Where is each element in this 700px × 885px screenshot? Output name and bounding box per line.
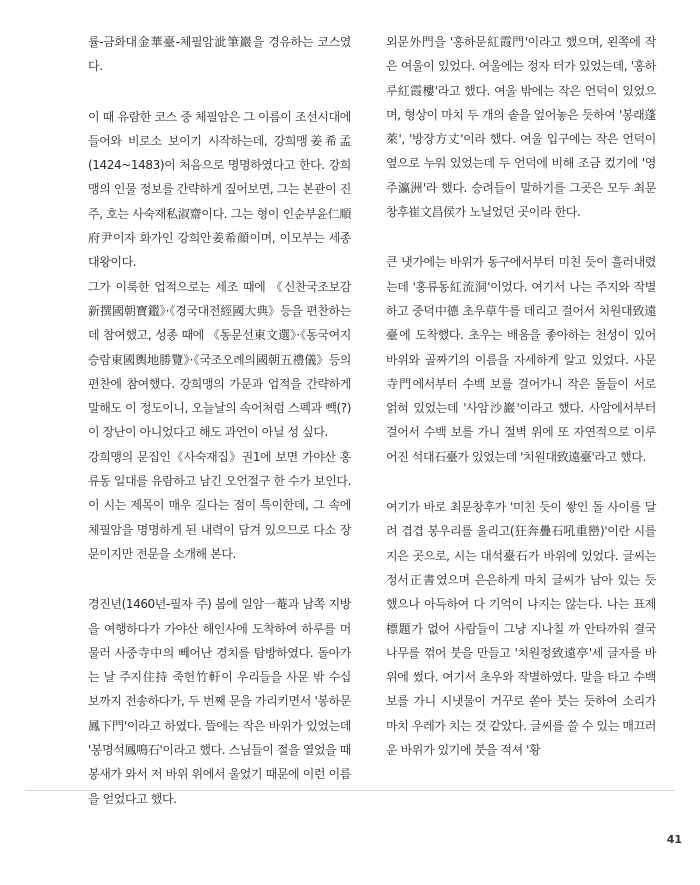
- right-column: [386, 30, 656, 762]
- paragraph: 그가 이룩한 업적으로는 세조 때에 《신찬국조보감新撰國朝寶鑑》·《경국대전經國大典》등을 편찬하는데 참여했고, 성종 때에 《동문선東文選》·《동국여지승람東國輿地勝覽》·《국조오례의國朝五禮儀》등의 편찬에 참여했다. 강희맹의 가문과 업적을 간략하게 말해도 이 정도이니, 오늘날의 속어처럼 스펙과 빽(?)이 장난이 아니었다고 해도 과언이 아닐 성 싶다.: [88, 279, 351, 440]
- paragraph: 경진년(1460년-필자 주) 봄에 일암一菴과 남쪽 지방을 여행하다가 가야산 해인사에 도착하여 하루를 머물러 사중寺中의 빼어난 경치를 탐방하였다. 돌아가는 날 주지住持 죽헌竹軒이 우리들을 사문 밖 수십 보까지 전송하다가, 두 번째 문을 가리키면서 '봉하문鳳下門'이라고 하였다. 뜰에는 작은 바위가 있었는데 '봉명석鳳鳴石'이라고 했다. 스님들이 절을 열었을 때 봉새가 와서 저 바위 위에서 울었기 때문에 이런 이름을 얻었다고 했다.: [88, 597, 351, 806]
- page-number: 41: [666, 833, 682, 846]
- left-column: [88, 30, 351, 811]
- paragraph: 여기가 바로 최문창후가 '미친 듯이 쌓인 돌 사이를 달려 겹겹 봉우리를 울리고(狂奔疊石吼重巒)'이란 시를 지은 곳으로, 시는 대석臺石가 바위에 있었다. 글씨는 정서正書였으며 은은하게 마치 글씨가 남아 있는 듯 했으나 아득하여 다 기억이 나지는 않는다. 나는 표제標題가 없어 사람들이 그냥 지나칠 까 안타까워 결국 나무를 꺾어 붓을 만들고 '치원정致遠亭'세 글자를 바위에 썼다. 여기서 초우와 작별하였다. 말을 타고 수백 보를 가니 시냇물이 거꾸로 쏟아 붓는 듯하여 소리가 마치 우레가 치는 것 같았다. 글씨를 쓸 수 있는 매끄러운 바위가 있기에 붓을 적셔 '황: [386, 500, 656, 758]
- paragraph: 강희맹의 문집인《사숙재집》권1에 보면 가야산 홍류동 일대를 유람하고 남긴 오언절구 한 수가 보인다. 이 시는 제목이 매우 길다는 점이 특이한데, 그 속에 체필암을 명명하게 된 내력이 담겨 있으므로 다소 장문이지만 전문을 소개해 본다.: [88, 449, 351, 561]
- page-divider: [25, 790, 675, 791]
- paragraph: 이 때 유람한 코스 중 체필암은 그 이름이 조선시대에 들어와 비로소 보이기 시작하는데, 강희맹姜希孟(1424~1483)이 처음으로 명명하였다고 한다. 강희맹의 인물 정보를 간략하게 짚어보면, 그는 본관이 진주, 호는 사숙재私淑齋이다. 그는 형이 인순부윤仁順府尹이자 화가인 강희안姜希顔이며, 이모부는 세종대왕이다.: [88, 109, 351, 270]
- paragraph: 률-금화대金華臺-체필암泚筆巖을 경유하는 코스였다.: [88, 35, 351, 74]
- paragraph: 큰 냇가에는 바위가 동구에서부터 미친 듯이 흘러내렸는데 '홍류동紅流洞'이었다. 여기서 나는 주지와 작별하고 중덕中德 초우草牛를 데리고 걸어서 치원대致遠臺에 도착했다. 초우는 배움을 좋아하는 천성이 있어 바위와 골짜기의 이름을 자세하게 알고 있었다. 사문寺門에서부터 수백 보를 걸어가니 작은 돌들이 서로 얽혀 있었는데 '사암沙巖'이라고 했다. 사암에서부터 걸어서 수백 보를 가니 절벽 위에 또 자연적으로 이루어진 석대石臺가 있었는데 '치원대致遠臺'라고 했다.: [386, 255, 656, 464]
- paragraph: 외문外門을 '홍하문紅霞門'이라고 했으며, 왼쪽에 작은 여울이 있었다. 여울에는 정자 터가 있었는데, '홍하루紅霞樓'라고 했다. 여울 밖에는 작은 언덕이 있었으며, 형상이 마치 두 개의 솥을 엎어놓은 듯하여 '봉래蓬萊', '방장方丈'이라 했다. 여울 입구에는 작은 언덕이 옆으로 누워 있었는데 두 언덕에 비해 조금 컸기에 '영주瀛洲'라 했다. 승려들이 말하기를 그곳은 모두 최문창후崔文昌侯가 노닐었던 곳이라 한다.: [386, 35, 656, 220]
